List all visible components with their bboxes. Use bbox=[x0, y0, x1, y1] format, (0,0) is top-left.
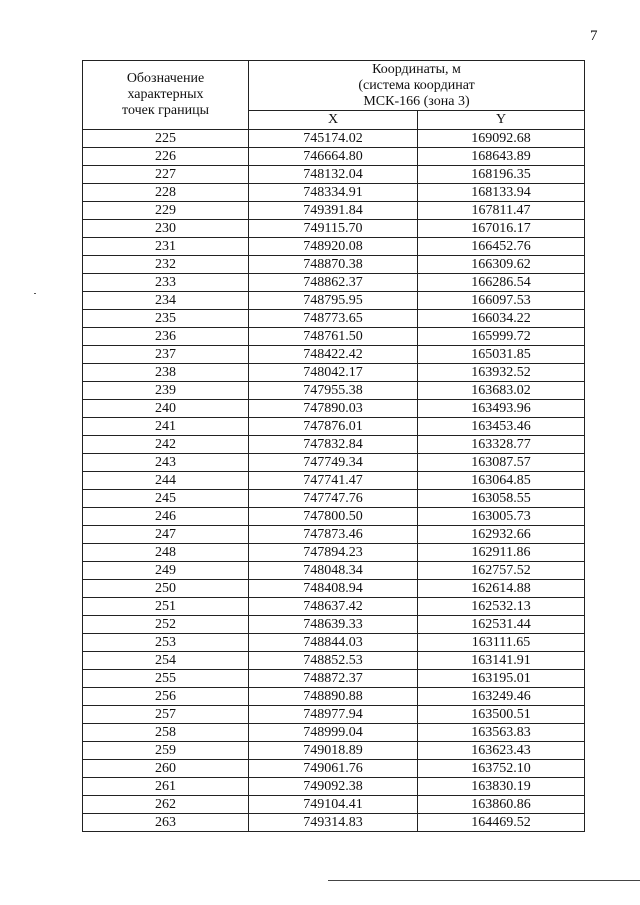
header-y: Y bbox=[418, 111, 585, 130]
x-cell: 745174.02 bbox=[249, 130, 418, 148]
table-row bbox=[83, 472, 585, 490]
x-cell: 747747.76 bbox=[249, 490, 418, 508]
x-cell: 748862.37 bbox=[249, 274, 418, 292]
table-row bbox=[83, 418, 585, 436]
x-cell: 747876.01 bbox=[249, 418, 418, 436]
table-row bbox=[83, 436, 585, 454]
point-cell: 248 bbox=[83, 544, 249, 562]
table-row bbox=[83, 598, 585, 616]
table-row bbox=[83, 148, 585, 166]
y-cell: 163860.86 bbox=[418, 796, 585, 814]
x-cell: 748132.04 bbox=[249, 166, 418, 184]
y-cell: 163623.43 bbox=[418, 742, 585, 760]
x-cell: 748637.42 bbox=[249, 598, 418, 616]
y-cell: 164469.52 bbox=[418, 814, 585, 832]
y-cell: 165999.72 bbox=[418, 328, 585, 346]
table-row bbox=[83, 778, 585, 796]
x-cell: 748999.04 bbox=[249, 724, 418, 742]
table-row bbox=[83, 706, 585, 724]
y-cell: 162531.44 bbox=[418, 616, 585, 634]
point-cell: 244 bbox=[83, 472, 249, 490]
y-cell: 163453.46 bbox=[418, 418, 585, 436]
table-row bbox=[83, 202, 585, 220]
page-number: 7 bbox=[590, 28, 598, 44]
table-row bbox=[83, 346, 585, 364]
point-cell: 237 bbox=[83, 346, 249, 364]
table-row bbox=[83, 742, 585, 760]
x-cell: 748852.53 bbox=[249, 652, 418, 670]
point-cell: 236 bbox=[83, 328, 249, 346]
table-row bbox=[83, 274, 585, 292]
point-cell: 259 bbox=[83, 742, 249, 760]
y-cell: 163493.96 bbox=[418, 400, 585, 418]
table-row bbox=[83, 652, 585, 670]
table-row bbox=[83, 814, 585, 832]
x-cell: 748977.94 bbox=[249, 706, 418, 724]
table-row bbox=[83, 634, 585, 652]
y-cell: 168643.89 bbox=[418, 148, 585, 166]
y-cell: 167811.47 bbox=[418, 202, 585, 220]
x-cell: 748334.91 bbox=[249, 184, 418, 202]
point-cell: 260 bbox=[83, 760, 249, 778]
point-cell: 255 bbox=[83, 670, 249, 688]
y-cell: 168196.35 bbox=[418, 166, 585, 184]
table-row bbox=[83, 166, 585, 184]
header-coordinates: Координаты, м (система координат МСК-166 (зона 3) bbox=[249, 61, 585, 111]
x-cell: 747873.46 bbox=[249, 526, 418, 544]
table-row bbox=[83, 670, 585, 688]
table-row bbox=[83, 292, 585, 310]
y-cell: 166286.54 bbox=[418, 274, 585, 292]
y-cell: 166097.53 bbox=[418, 292, 585, 310]
table-row bbox=[83, 382, 585, 400]
y-cell: 163064.85 bbox=[418, 472, 585, 490]
table-row bbox=[83, 310, 585, 328]
point-cell: 232 bbox=[83, 256, 249, 274]
x-cell: 748408.94 bbox=[249, 580, 418, 598]
point-cell: 231 bbox=[83, 238, 249, 256]
point-cell: 239 bbox=[83, 382, 249, 400]
table-row bbox=[83, 562, 585, 580]
y-cell: 163752.10 bbox=[418, 760, 585, 778]
point-cell: 238 bbox=[83, 364, 249, 382]
y-cell: 169092.68 bbox=[418, 130, 585, 148]
point-cell: 263 bbox=[83, 814, 249, 832]
x-cell: 749018.89 bbox=[249, 742, 418, 760]
table-row bbox=[83, 508, 585, 526]
point-cell: 247 bbox=[83, 526, 249, 544]
y-cell: 163005.73 bbox=[418, 508, 585, 526]
x-cell: 748048.34 bbox=[249, 562, 418, 580]
y-cell: 162911.86 bbox=[418, 544, 585, 562]
y-cell: 163249.46 bbox=[418, 688, 585, 706]
point-cell: 242 bbox=[83, 436, 249, 454]
point-cell: 241 bbox=[83, 418, 249, 436]
table-row bbox=[83, 760, 585, 778]
y-cell: 162932.66 bbox=[418, 526, 585, 544]
y-cell: 163111.65 bbox=[418, 634, 585, 652]
point-cell: 245 bbox=[83, 490, 249, 508]
header-point-designation: Обозначение характерных точек границы bbox=[83, 61, 249, 130]
table-row bbox=[83, 256, 585, 274]
point-cell: 250 bbox=[83, 580, 249, 598]
point-cell: 261 bbox=[83, 778, 249, 796]
y-cell: 162532.13 bbox=[418, 598, 585, 616]
y-cell: 166452.76 bbox=[418, 238, 585, 256]
x-cell: 749092.38 bbox=[249, 778, 418, 796]
point-cell: 252 bbox=[83, 616, 249, 634]
point-cell: 262 bbox=[83, 796, 249, 814]
x-cell: 748870.38 bbox=[249, 256, 418, 274]
table-row bbox=[83, 616, 585, 634]
x-cell: 746664.80 bbox=[249, 148, 418, 166]
x-cell: 749061.76 bbox=[249, 760, 418, 778]
x-cell: 748422.42 bbox=[249, 346, 418, 364]
point-cell: 253 bbox=[83, 634, 249, 652]
x-cell: 748761.50 bbox=[249, 328, 418, 346]
point-cell: 257 bbox=[83, 706, 249, 724]
x-cell: 749314.83 bbox=[249, 814, 418, 832]
x-cell: 747800.50 bbox=[249, 508, 418, 526]
point-cell: 225 bbox=[83, 130, 249, 148]
point-cell: 228 bbox=[83, 184, 249, 202]
x-cell: 747955.38 bbox=[249, 382, 418, 400]
x-cell: 748890.88 bbox=[249, 688, 418, 706]
y-cell: 167016.17 bbox=[418, 220, 585, 238]
bottom-rule bbox=[328, 880, 640, 881]
point-cell: 243 bbox=[83, 454, 249, 472]
coordinates-table bbox=[82, 60, 585, 832]
y-cell: 163563.83 bbox=[418, 724, 585, 742]
table-row bbox=[83, 796, 585, 814]
y-cell: 163087.57 bbox=[418, 454, 585, 472]
point-cell: 227 bbox=[83, 166, 249, 184]
table-row bbox=[83, 454, 585, 472]
x-cell: 748773.65 bbox=[249, 310, 418, 328]
table-row bbox=[83, 238, 585, 256]
x-cell: 748920.08 bbox=[249, 238, 418, 256]
y-cell: 168133.94 bbox=[418, 184, 585, 202]
y-cell: 166309.62 bbox=[418, 256, 585, 274]
y-cell: 163195.01 bbox=[418, 670, 585, 688]
header-x: X bbox=[249, 111, 418, 130]
x-cell: 747890.03 bbox=[249, 400, 418, 418]
x-cell: 748872.37 bbox=[249, 670, 418, 688]
x-cell: 747749.34 bbox=[249, 454, 418, 472]
point-cell: 249 bbox=[83, 562, 249, 580]
table-row bbox=[83, 184, 585, 202]
table-row bbox=[83, 544, 585, 562]
table-row bbox=[83, 328, 585, 346]
point-cell: 226 bbox=[83, 148, 249, 166]
x-cell: 748042.17 bbox=[249, 364, 418, 382]
x-cell: 748844.03 bbox=[249, 634, 418, 652]
point-cell: 251 bbox=[83, 598, 249, 616]
table-row bbox=[83, 580, 585, 598]
y-cell: 163683.02 bbox=[418, 382, 585, 400]
x-cell: 747832.84 bbox=[249, 436, 418, 454]
x-cell: 748795.95 bbox=[249, 292, 418, 310]
table-row bbox=[83, 526, 585, 544]
table-body bbox=[83, 130, 585, 832]
point-cell: 240 bbox=[83, 400, 249, 418]
table-row bbox=[83, 490, 585, 508]
point-cell: 229 bbox=[83, 202, 249, 220]
table-row bbox=[83, 400, 585, 418]
point-cell: 234 bbox=[83, 292, 249, 310]
y-cell: 163328.77 bbox=[418, 436, 585, 454]
table-row bbox=[83, 364, 585, 382]
y-cell: 166034.22 bbox=[418, 310, 585, 328]
table-row bbox=[83, 724, 585, 742]
x-cell: 749115.70 bbox=[249, 220, 418, 238]
y-cell: 162614.88 bbox=[418, 580, 585, 598]
point-cell: 230 bbox=[83, 220, 249, 238]
y-cell: 163830.19 bbox=[418, 778, 585, 796]
y-cell: 162757.52 bbox=[418, 562, 585, 580]
stray-dot bbox=[34, 293, 36, 294]
y-cell: 165031.85 bbox=[418, 346, 585, 364]
point-cell: 254 bbox=[83, 652, 249, 670]
table-row bbox=[83, 130, 585, 148]
x-cell: 748639.33 bbox=[249, 616, 418, 634]
point-cell: 233 bbox=[83, 274, 249, 292]
point-cell: 258 bbox=[83, 724, 249, 742]
point-cell: 246 bbox=[83, 508, 249, 526]
x-cell: 749391.84 bbox=[249, 202, 418, 220]
table-row bbox=[83, 688, 585, 706]
y-cell: 163141.91 bbox=[418, 652, 585, 670]
point-cell: 235 bbox=[83, 310, 249, 328]
x-cell: 749104.41 bbox=[249, 796, 418, 814]
table-row bbox=[83, 220, 585, 238]
x-cell: 747741.47 bbox=[249, 472, 418, 490]
x-cell: 747894.23 bbox=[249, 544, 418, 562]
y-cell: 163500.51 bbox=[418, 706, 585, 724]
y-cell: 163932.52 bbox=[418, 364, 585, 382]
y-cell: 163058.55 bbox=[418, 490, 585, 508]
point-cell: 256 bbox=[83, 688, 249, 706]
